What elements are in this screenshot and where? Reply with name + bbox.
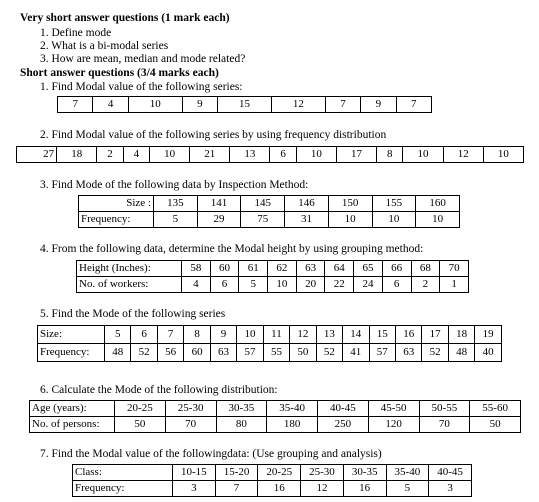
q4-cell: 66 — [382, 261, 411, 277]
q5-cell: 40 — [475, 344, 502, 362]
q5-cell: 18 — [448, 326, 474, 344]
q5-cell: 13 — [316, 326, 342, 344]
q3-cell: 29 — [197, 212, 241, 228]
q5-cell: 56 — [157, 344, 183, 362]
q3-size-label: Size : — [79, 196, 154, 212]
q1-cell: 9 — [361, 97, 396, 113]
q4-cell: 2 — [411, 277, 440, 293]
q4-cell: 10 — [268, 277, 297, 293]
q6-cell: 250 — [318, 417, 369, 433]
q4-workers-label: No. of workers: — [77, 277, 182, 293]
q7-cell: 7 — [215, 481, 258, 497]
q5-cell: 63 — [210, 344, 236, 362]
q6-text: 6. Calculate the Mode of the following distribution: — [40, 384, 278, 396]
q6-table — [29, 400, 521, 433]
q5-cell: 48 — [448, 344, 474, 362]
q1-cell: 7 — [396, 97, 431, 113]
q2-cell: 10 — [483, 147, 523, 163]
q2-cell: 13 — [230, 147, 270, 163]
q5-cell: 5 — [105, 326, 131, 344]
q2-cell: 10 — [296, 147, 336, 163]
q2-cell: 8 — [377, 147, 403, 163]
q3-text: 3. Find Mode of the following data by Inspection Method: — [40, 179, 309, 191]
q5-cell: 7 — [157, 326, 183, 344]
q5-cell: 50 — [290, 344, 316, 362]
q5-cell: 14 — [343, 326, 369, 344]
q4-text: 4. From the following data, determine the Modal height by using grouping method: — [40, 243, 424, 255]
q5-size-label: Size: — [38, 326, 105, 344]
q4-cell: 68 — [411, 261, 440, 277]
q3-cell: 155 — [372, 196, 416, 212]
q1-cell: 12 — [271, 97, 325, 113]
q5-cell: 8 — [184, 326, 210, 344]
q7-cell: 40-45 — [429, 465, 472, 481]
q6-cell: 35-40 — [267, 401, 318, 417]
q4-cell: 62 — [268, 261, 297, 277]
q7-cell: 3 — [429, 481, 472, 497]
q7-cell: 20-25 — [258, 465, 301, 481]
q4-cell: 6 — [210, 277, 239, 293]
q7-frequency-row — [73, 481, 472, 497]
q5-cell: 9 — [210, 326, 236, 344]
q4-cell: 64 — [325, 261, 354, 277]
q3-cell: 10 — [372, 212, 416, 228]
q6-cell: 55-60 — [470, 401, 521, 417]
q6-cell: 70 — [419, 417, 470, 433]
q4-height-row — [77, 261, 469, 277]
q3-cell: 135 — [154, 196, 198, 212]
q4-cell: 4 — [182, 277, 211, 293]
q7-class-row — [73, 465, 472, 481]
q5-cell: 15 — [369, 326, 395, 344]
q5-cell: 10 — [237, 326, 263, 344]
q2-cell: 10 — [403, 147, 443, 163]
q7-cell: 30-35 — [343, 465, 386, 481]
q6-cell: 50-55 — [419, 401, 470, 417]
q5-cell: 52 — [316, 344, 342, 362]
q5-cell: 52 — [131, 344, 157, 362]
q5-cell: 16 — [395, 326, 421, 344]
q4-table — [76, 260, 469, 293]
q7-cell: 10-15 — [173, 465, 216, 481]
q5-cell: 63 — [395, 344, 421, 362]
q1-table — [57, 96, 432, 113]
q3-cell: 5 — [154, 212, 198, 228]
q3-cell: 145 — [241, 196, 285, 212]
q6-cell: 25-30 — [165, 401, 216, 417]
q4-cell: 70 — [440, 261, 469, 277]
q5-cell: 17 — [422, 326, 448, 344]
q6-cell: 120 — [368, 417, 419, 433]
q2-text: 2. Find Modal value of the following series by using frequency distribution — [40, 129, 387, 141]
q4-cell: 58 — [182, 261, 211, 277]
q5-cell: 55 — [263, 344, 289, 362]
q5-cell: 57 — [369, 344, 395, 362]
q1-cell: 10 — [128, 97, 182, 113]
q3-frequency-label: Frequency: — [79, 212, 154, 228]
q1-cell: 7 — [58, 97, 93, 113]
q2-cell: 6 — [270, 147, 296, 163]
q5-frequency-label: Frequency: — [38, 344, 105, 362]
q5-cell: 6 — [131, 326, 157, 344]
q3-cell: 10 — [416, 212, 460, 228]
q7-cell: 16 — [258, 481, 301, 497]
q7-frequency-label: Frequency: — [73, 481, 173, 497]
q4-cell: 63 — [296, 261, 325, 277]
q6-cell: 50 — [470, 417, 521, 433]
q4-cell: 22 — [325, 277, 354, 293]
q3-cell: 141 — [197, 196, 241, 212]
q7-cell: 25-30 — [301, 465, 344, 481]
q4-cell: 20 — [296, 277, 325, 293]
q3-cell: 160 — [416, 196, 460, 212]
q3-frequency-row — [79, 212, 460, 228]
q6-cell: 30-35 — [216, 401, 267, 417]
q5-cell: 19 — [475, 326, 502, 344]
q7-class-label: Class: — [73, 465, 173, 481]
very-short-item-3: 3. How are mean, median and mode related? — [40, 53, 246, 65]
q2-cell: 2 — [97, 147, 123, 163]
q2-cell: 18 — [57, 147, 97, 163]
q4-cell: 5 — [239, 277, 268, 293]
q7-table — [72, 464, 472, 497]
q5-cell: 11 — [263, 326, 289, 344]
q5-cell: 12 — [290, 326, 316, 344]
q2-values-row — [17, 147, 524, 163]
q1-values-row — [58, 97, 432, 113]
q4-cell: 60 — [210, 261, 239, 277]
q2-table — [16, 146, 524, 163]
q7-cell: 12 — [301, 481, 344, 497]
q5-size-row — [38, 326, 502, 344]
q4-workers-row — [77, 277, 469, 293]
q4-cell: 1 — [440, 277, 469, 293]
q6-age-row — [30, 401, 521, 417]
q4-cell: 65 — [354, 261, 383, 277]
q5-cell: 52 — [422, 344, 448, 362]
very-short-heading: Very short answer questions (1 mark each) — [20, 12, 230, 24]
q7-cell: 35-40 — [386, 465, 429, 481]
q6-persons-label: No. of persons: — [30, 417, 115, 433]
q7-cell: 5 — [386, 481, 429, 497]
q2-cell: 21 — [190, 147, 230, 163]
q6-persons-row — [30, 417, 521, 433]
q4-height-label: Height (Inches): — [77, 261, 182, 277]
q2-cell: 17 — [336, 147, 376, 163]
q2-cell: 4 — [123, 147, 149, 163]
q7-cell: 3 — [173, 481, 216, 497]
q6-cell: 50 — [115, 417, 166, 433]
q3-cell: 31 — [285, 212, 329, 228]
q7-cell: 15-20 — [215, 465, 258, 481]
q5-frequency-row — [38, 344, 502, 362]
q2-cell: 10 — [150, 147, 190, 163]
q5-text: 5. Find the Mode of the following series — [40, 308, 226, 320]
q6-cell: 70 — [165, 417, 216, 433]
very-short-item-2: 2. What is a bi-modal series — [40, 40, 169, 52]
q7-text: 7. Find the Modal value of the followingdata: (Use grouping and analysis) — [40, 448, 382, 460]
q5-cell: 41 — [343, 344, 369, 362]
q5-cell: 57 — [237, 344, 263, 362]
q3-cell: 10 — [328, 212, 372, 228]
q5-table — [37, 325, 502, 362]
q3-cell: 146 — [285, 196, 329, 212]
q3-cell: 150 — [328, 196, 372, 212]
q4-cell: 24 — [354, 277, 383, 293]
q6-cell: 45-50 — [368, 401, 419, 417]
q6-age-label: Age (years): — [30, 401, 115, 417]
q1-cell: 4 — [93, 97, 128, 113]
q4-cell: 61 — [239, 261, 268, 277]
q5-cell: 60 — [184, 344, 210, 362]
q3-size-row — [79, 196, 460, 212]
q1-cell: 9 — [182, 97, 217, 113]
q2-cell: 12 — [443, 147, 483, 163]
q5-cell: 48 — [105, 344, 131, 362]
q1-text: 1. Find Modal value of the following series: — [40, 81, 243, 93]
q7-cell: 16 — [343, 481, 386, 497]
short-heading: Short answer questions (3/4 marks each) — [20, 67, 219, 79]
q2-cell: 27 — [17, 147, 57, 163]
q6-cell: 40-45 — [318, 401, 369, 417]
very-short-item-1: 1. Define mode — [40, 27, 112, 39]
q6-cell: 80 — [216, 417, 267, 433]
q3-table — [78, 195, 460, 228]
q6-cell: 20-25 — [115, 401, 166, 417]
q4-cell: 6 — [382, 277, 411, 293]
q1-cell: 15 — [218, 97, 272, 113]
q3-cell: 75 — [241, 212, 285, 228]
q6-cell: 180 — [267, 417, 318, 433]
q1-cell: 7 — [325, 97, 360, 113]
